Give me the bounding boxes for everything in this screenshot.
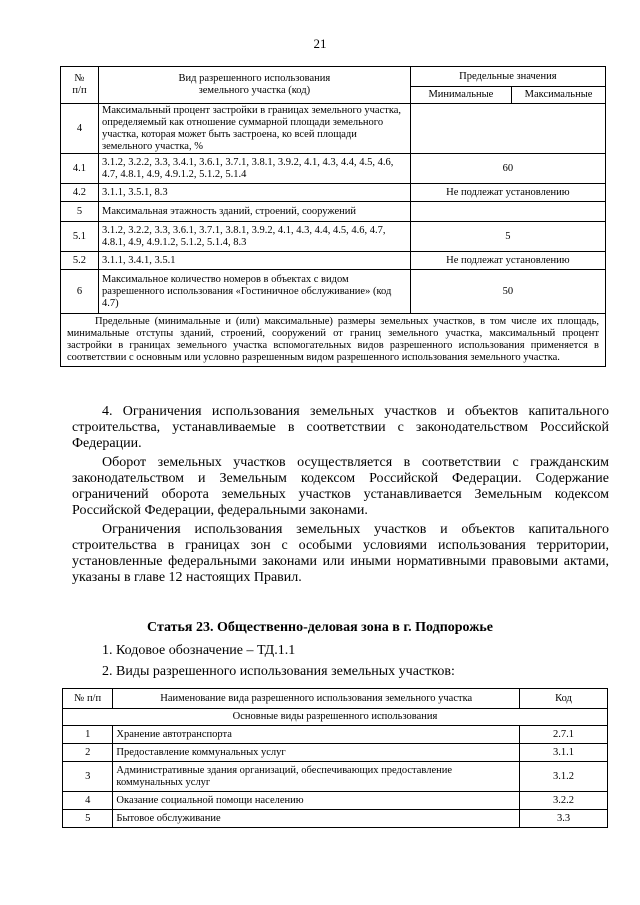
section-title: Основные виды разрешенного использования: [63, 709, 608, 726]
table-row: [63, 762, 608, 792]
article-heading: Статья 23. Общественно-деловая зона в г. Подпорожье: [147, 620, 493, 635]
paragraph-land-turnover: Оборот земельных участков осуществляется в соответствии с гражданским законодательством и Земельным кодексом Российской Федерации. Содержание ограничений оборота земельных участков устанавливается Земельным кодексом Российской Федерации, федеральными законами.: [72, 455, 609, 518]
list-item-code: 1. Кодовое обозначение – ТД.1.1: [102, 643, 296, 658]
table-row: [61, 154, 606, 184]
table-note-row: [61, 314, 606, 367]
header-name: Наименование вида разрешенного использования земельного участка: [113, 689, 520, 709]
row-name: Бытовое обслуживание: [113, 810, 520, 828]
table-row: [63, 810, 608, 828]
row-code: 3.2.2: [520, 792, 608, 810]
row-name: Предоставление коммунальных услуг: [113, 744, 520, 762]
row-code: 3.3: [520, 810, 608, 828]
header-num: № п/п: [61, 67, 99, 104]
table-row: [61, 222, 606, 252]
row-code: 3.1.2: [520, 762, 608, 792]
row-value: [410, 202, 605, 222]
row-desc: 3.1.2, 3.2.2, 3.3, 3.4.1, 3.6.1, 3.7.1, 3.8.1, 3.9.2, 4.1, 4.3, 4.4, 4.5, 4.6, 4.7, 4.8.1, 4.9, 4.9.1.2, 5.1.2, 5.1.4: [98, 154, 410, 184]
row-num: 5: [61, 202, 99, 222]
row-num: 1: [63, 726, 113, 744]
row-num: 5: [63, 810, 113, 828]
table-row: [61, 202, 606, 222]
table-row: [63, 792, 608, 810]
row-num: 5.2: [61, 252, 99, 270]
row-name: Оказание социальной помощи населению: [113, 792, 520, 810]
limits-table: [60, 66, 606, 367]
row-num: 6: [61, 270, 99, 314]
table-note: Предельные (минимальные и (или) максимальные) размеры земельных участков, в том числе их площадь, минимальные отступы зданий, строений, сооружений от границ земельного участка, максимальный процент застройки в границах земельного участка вспомогательных видов разрешенного использования применяется в соответствии с основным или условно разрешенным видом разрешенного использования земельного участка.: [61, 314, 606, 367]
row-desc: 3.1.1, 3.4.1, 3.5.1: [98, 252, 410, 270]
header-min: Минимальные: [410, 87, 511, 104]
list-item-types: 2. Виды разрешенного использования земельных участков:: [102, 664, 455, 679]
row-name: Хранение автотранспорта: [113, 726, 520, 744]
row-num: 3: [63, 762, 113, 792]
paragraph-restrictions: 4. Ограничения использования земельных участков и объектов капитального строительства, устанавливаемые в соответствии с законодательством Российской Федерации.: [72, 404, 609, 451]
row-desc: Максимальная этажность зданий, строений, сооружений: [98, 202, 410, 222]
table-row: [61, 104, 606, 154]
row-num: 4: [63, 792, 113, 810]
row-name: Административные здания организаций, обеспечивающих предоставление коммунальных услуг: [113, 762, 520, 792]
table-row: [61, 252, 606, 270]
row-code: 2.7.1: [520, 726, 608, 744]
page-number: 21: [313, 36, 327, 51]
row-num: 4: [61, 104, 99, 154]
header-code: Код: [520, 689, 608, 709]
header-desc: Вид разрешенного использования земельного участка (код): [98, 67, 410, 104]
row-code: 3.1.1: [520, 744, 608, 762]
row-desc: 3.1.2, 3.2.2, 3.3, 3.6.1, 3.7.1, 3.8.1, 3.9.2, 4.1, 4.3, 4.4, 4.5, 4.6, 4.7, 4.8.1, 4.9, 4.9.1.2, 5.1.2, 5.1.4, 8.3: [98, 222, 410, 252]
row-desc: Максимальный процент застройки в границах земельного участка, определяемый как отношение суммарной площади земельного участка, которая может быть застроена, ко всей площади земельного участка, %: [98, 104, 410, 154]
row-num: 4.2: [61, 184, 99, 202]
row-value: Не подлежат установлению: [410, 252, 605, 270]
table-row: [61, 184, 606, 202]
header-limits: Предельные значения: [410, 67, 605, 87]
row-num: 2: [63, 744, 113, 762]
table-row: [63, 726, 608, 744]
row-value: [410, 104, 605, 154]
paragraph-special-zones: Ограничения использования земельных участков и объектов капитального строительства в границах зон с особыми условиями использования территории, установленные федеральными законами или иными нормативными правовыми актами, указаны в главе 12 настоящих Правил.: [72, 522, 609, 585]
table-row: [61, 270, 606, 314]
header-num: № п/п: [63, 689, 113, 709]
row-desc: 3.1.1, 3.5.1, 8.3: [98, 184, 410, 202]
row-desc: Максимальное количество номеров в объектах с видом разрешенного использования «Гостиничное обслуживание» (код 4.7): [98, 270, 410, 314]
table-row: [63, 744, 608, 762]
row-num: 4.1: [61, 154, 99, 184]
row-value: 5: [410, 222, 605, 252]
row-value: Не подлежат установлению: [410, 184, 605, 202]
permitted-use-table: [62, 688, 608, 828]
row-value: 60: [410, 154, 605, 184]
row-value: 50: [410, 270, 605, 314]
row-num: 5.1: [61, 222, 99, 252]
header-max: Максимальные: [512, 87, 606, 104]
